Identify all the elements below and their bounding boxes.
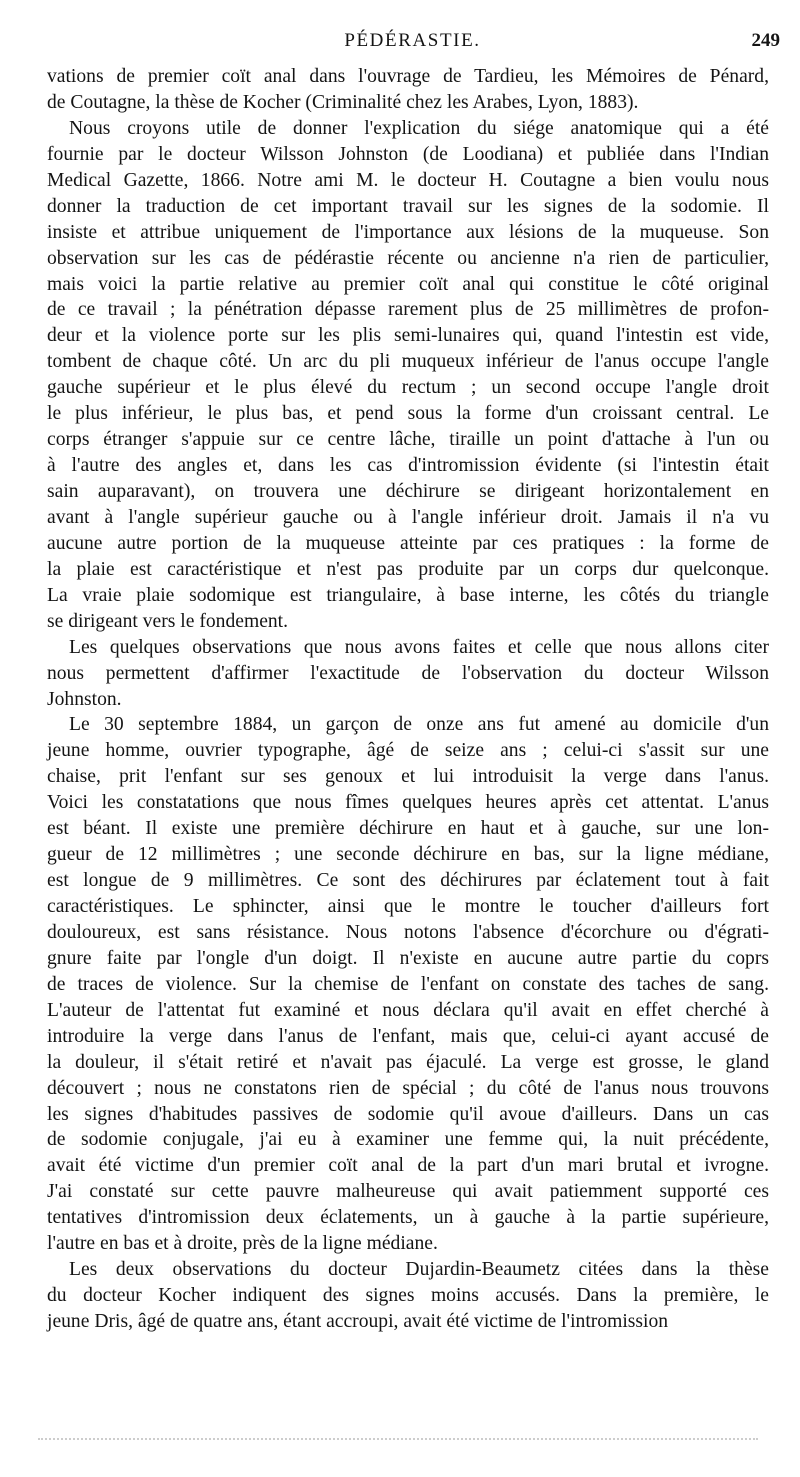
paragraph [47, 116, 769, 635]
text-line: la douleur, il s'était retiré et n'avait pas éjaculé. La verge est grosse, le gland [47, 1051, 769, 1073]
running-head [45, 30, 780, 58]
text-line: découvert ; nous ne constatons rien de spécial ; du côté de l'anus nous trouvons [47, 1077, 769, 1099]
text-line: jeune homme, ouvrier typographe, âgé de seize ans ; celui-ci s'assit sur une [47, 740, 769, 762]
text-line: de sodomie conjugale, j'ai eu à examiner une femme qui, la nuit précédente, [47, 1129, 769, 1151]
text-line: se dirigeant vers le fondement. [47, 610, 289, 632]
text-line: Voici les constatations que nous fîmes quelques heures après cet attentat. L'anus [47, 792, 769, 814]
text-line: caractéristiques. Le sphincter, ainsi que le montre le toucher d'ailleurs fort [47, 896, 769, 917]
body-text [47, 64, 769, 1335]
text-line: avait été victime d'un premier coït anal de la part d'un mari brutal et ivrogne. [47, 1155, 769, 1177]
text-line: deur et la violence porte sur les plis semi-lunaires qui, quand l'intestin est vide, [47, 325, 769, 347]
text-line: Le 30 septembre 1884, un garçon de onze ans fut amené au domicile d'un [69, 714, 769, 736]
text-line: de Coutagne, la thèse de Kocher (Criminalité chez les Arabes, Lyon, 1883). [47, 91, 639, 113]
text-line: du docteur Kocher indiquent des signes moins accusés. Dans la première, le [47, 1285, 769, 1307]
text-line: gnure faite par l'ongle d'un doigt. Il n'existe en aucune autre partie du coprs [47, 947, 769, 969]
text-line: le plus inférieur, le plus bas, et pend sous la forme d'un croissant central. Le [47, 403, 769, 425]
page-number: 249 [751, 30, 780, 51]
text-line: les signes d'habitudes passives de sodomie qu'il avoue d'ailleurs. Dans un cas [47, 1103, 769, 1125]
text-line: de ce travail ; la pénétration dépasse rarement plus de 25 millimètres de profon- [47, 299, 769, 321]
paragraph [47, 712, 769, 1257]
text-line: tentatives d'intromission deux éclatements, un à gauche à la partie supérieure, [47, 1207, 769, 1229]
text-line: est longue de 9 millimètres. Ce sont des déchirures par éclatement tout à fait [47, 870, 769, 892]
text-line: avant à l'angle supérieur gauche ou à l'angle inférieur droit. Jamais il n'a vu [47, 506, 769, 528]
running-title: PÉDÉRASTIE. [344, 30, 481, 51]
text-line: L'auteur de l'attentat fut examiné et nous déclara qu'il avait en effet cherché à [47, 999, 769, 1021]
text-line: chaise, prit l'enfant sur ses genoux et lui introduisit la verge dans l'anus. [47, 766, 769, 788]
text-line: est béant. Il existe une première déchirure en haut et à gauche, sur une lon- [47, 818, 769, 840]
text-line: insiste et attribue uniquement de l'importance aux lésions de la muqueuse. Son [47, 221, 769, 243]
paragraph [47, 1257, 769, 1335]
text-line: de traces de violence. Sur la chemise de l'enfant on constate des taches de sang. [47, 973, 769, 995]
text-line: Les deux observations du docteur Dujardin-Beaumetz citées dans la thèse [69, 1259, 769, 1281]
text-line: introduire la verge dans l'anus de l'enfant, mais que, celui-ci ayant accusé de [47, 1025, 769, 1047]
text-line: jeune Dris, âgé de quatre ans, étant accroupi, avait été victime de l'intromission [47, 1311, 669, 1332]
text-line: La vraie plaie sodomique est triangulaire, à base interne, les côtés du triangle [47, 584, 769, 606]
paragraph [47, 64, 769, 116]
text-line: vations de premier coït anal dans l'ouvrage de Tardieu, les Mémoires de Pénard, [47, 66, 769, 87]
paragraph [47, 635, 769, 713]
text-line: J'ai constaté sur cette pauvre malheureuse qui avait patiemment supporté ces [47, 1181, 769, 1203]
text-line: douloureux, est sans résistance. Nous notons l'absence d'écorchure ou d'égrati- [47, 921, 769, 943]
text-line: observation sur les cas de pédérastie récente ou ancienne n'a rien de particulier, [47, 247, 769, 269]
text-line: Medical Gazette, 1866. Notre ami M. le docteur H. Coutagne a bien voulu nous [47, 169, 769, 191]
text-line: fournie par le docteur Wilsson Johnston (de Loodiana) et publiée dans l'Indian [47, 143, 769, 165]
bottom-margin-specks [38, 1438, 758, 1448]
text-line: à l'autre des angles et, dans les cas d'intromission évidente (si l'intestin était [47, 455, 769, 477]
text-line: donner la traduction de cet important travail sur les signes de la sodomie. Il [47, 195, 769, 217]
text-line: nous permettent d'affirmer l'exactitude de l'observation du docteur Wilsson [47, 662, 769, 684]
text-line: aucune autre portion de la muqueuse atteinte par ces pratiques : la forme de [47, 532, 769, 554]
text-line: gauche supérieur et le plus élevé du rectum ; un second occupe l'angle droit [47, 377, 769, 399]
text-line: tombent de chaque côté. Un arc du pli muqueux inférieur de l'anus occupe l'angle [47, 351, 769, 373]
text-line: Johnston. [47, 688, 122, 710]
text-line: Les quelques observations que nous avons faites et celle que nous allons citer [69, 636, 769, 658]
text-line: sain auparavant), on trouvera une déchirure se dirigeant horizontalement en [47, 481, 769, 502]
text-line: corps étranger s'appuie sur ce centre lâche, tiraille un point d'attache à l'un ou [47, 429, 769, 451]
text-line: gueur de 12 millimètres ; une seconde déchirure en bas, sur la ligne médiane, [47, 844, 769, 866]
text-line: la plaie est caractéristique et n'est pas produite par un corps dur quelconque. [47, 558, 769, 580]
text-line: mais voici la partie relative au premier coït anal qui constitue le côté original [47, 273, 769, 295]
text-line: l'autre en bas et à droite, près de la ligne médiane. [47, 1233, 438, 1255]
text-line: Nous croyons utile de donner l'explication du siége anatomique qui a été [69, 117, 769, 139]
